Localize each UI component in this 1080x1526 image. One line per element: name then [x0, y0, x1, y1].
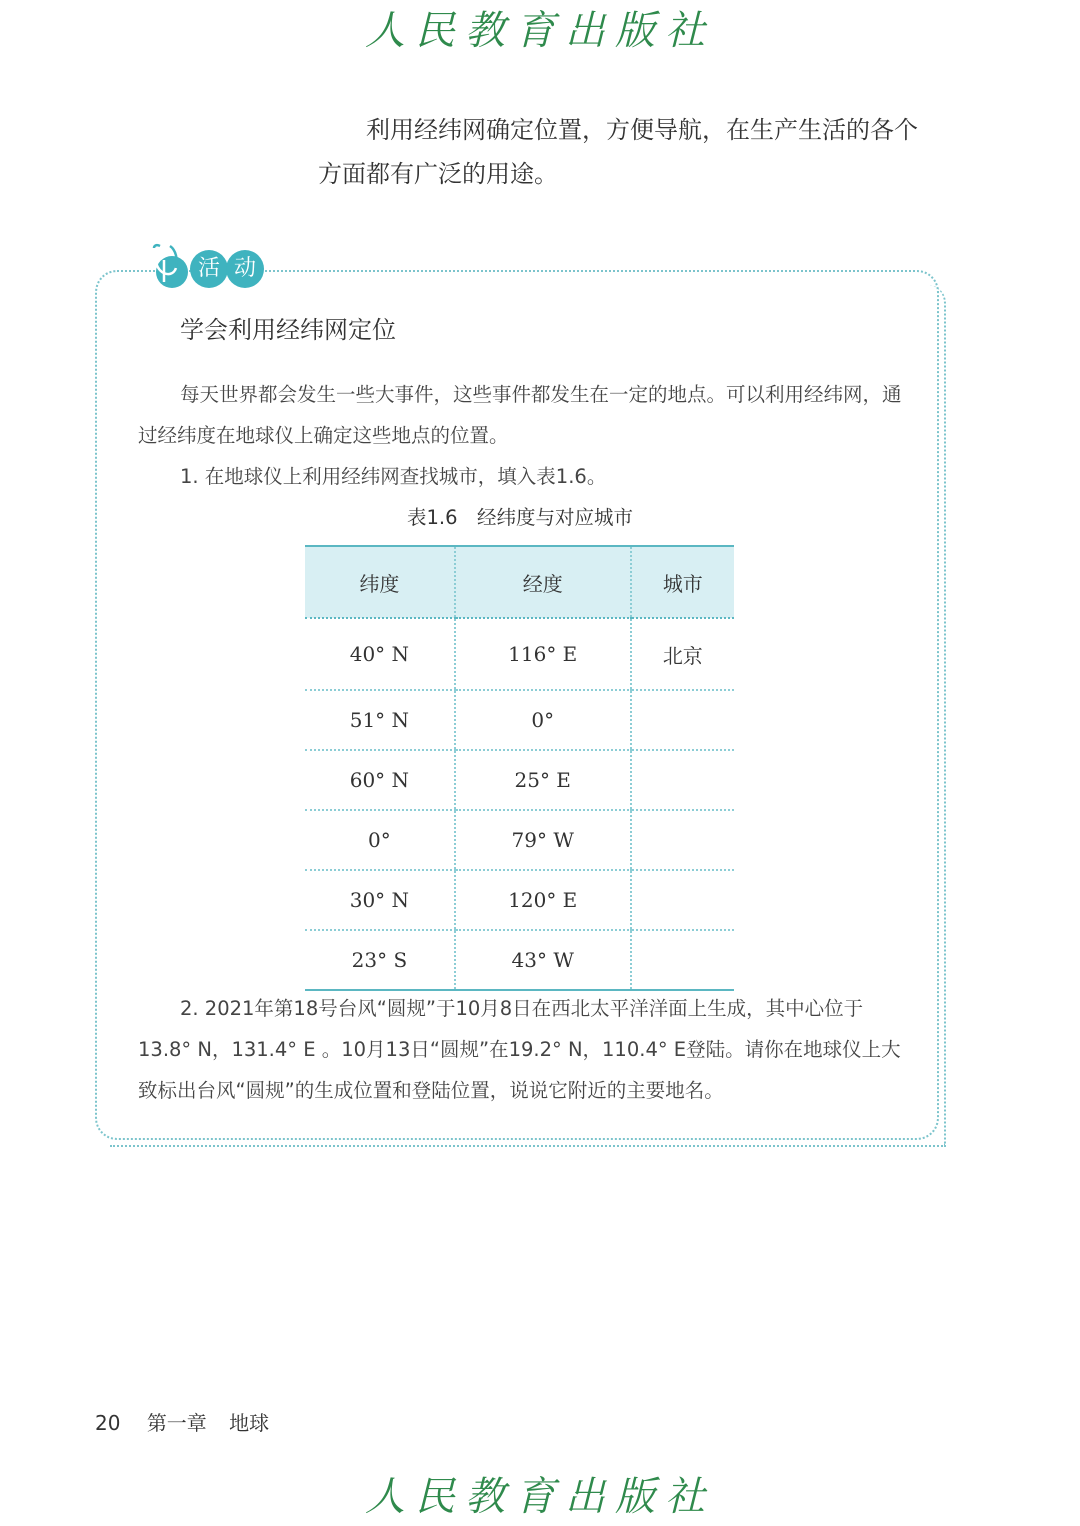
table-row	[305, 810, 734, 870]
activity-title: 学会利用经纬网定位	[180, 316, 396, 344]
publisher-watermark-bottom: 人民教育出版社	[365, 1474, 715, 1520]
activity-paragraph-1	[138, 374, 908, 456]
cell-longitude: 116° E	[455, 618, 631, 690]
cell-latitude: 60° N	[305, 750, 455, 810]
cell-longitude: 79° W	[455, 810, 631, 870]
lat-lon-table	[305, 545, 734, 991]
header-latitude: 纬度	[305, 546, 455, 618]
table-row	[305, 690, 734, 750]
cell-latitude: 51° N	[305, 690, 455, 750]
cell-city	[631, 750, 734, 810]
intro-paragraph	[318, 108, 958, 196]
activity-paragraph-3	[138, 988, 908, 1111]
page-footer	[95, 1408, 269, 1438]
cell-longitude: 120° E	[455, 870, 631, 930]
cell-city	[631, 810, 734, 870]
badge-char-2: 动	[226, 250, 264, 288]
activity-badge	[150, 242, 262, 294]
para1-text: 每天世界都会发生一些大事件，这些事件都发生在一定的地点。可以利用经纬网，通过经纬度在地球仪上确定这些地点的位置。	[138, 383, 902, 447]
cell-city	[631, 930, 734, 990]
chapter-title: 地球	[229, 1411, 270, 1435]
table-row	[305, 618, 734, 690]
cell-latitude: 30° N	[305, 870, 455, 930]
cell-longitude: 43° W	[455, 930, 631, 990]
table-caption: 表1.6 经纬度与对应城市	[406, 506, 633, 529]
cell-city	[631, 690, 734, 750]
stethoscope-icon	[150, 242, 192, 292]
cell-latitude: 40° N	[305, 618, 455, 690]
cell-latitude: 23° S	[305, 930, 455, 990]
page-number: 20	[95, 1411, 121, 1435]
table-row	[305, 870, 734, 930]
cell-city	[631, 870, 734, 930]
intro-line-1: 利用经纬网确定位置，方便导航，在生产生活的各个	[366, 116, 918, 144]
cell-latitude: 0°	[305, 810, 455, 870]
chapter-label: 第一章	[146, 1411, 207, 1435]
table-row	[305, 750, 734, 810]
header-city: 城市	[631, 546, 734, 618]
para2-text: 1. 在地球仪上利用经纬网查找城市，填入表1.6。	[180, 465, 607, 488]
para3-text: 2. 2021年第18号台风“圆规”于10月8日在西北太平洋洋面上生成，其中心位于13.8° N，131.4° E 。10月13日“圆规”在19.2° N，110.4° E登陆。请你在地球仪上大致标出台风“圆规”的生成位置和登陆位置，说说它附近的主要地名。	[138, 997, 901, 1102]
cell-longitude: 0°	[455, 690, 631, 750]
table-row	[305, 930, 734, 990]
cell-longitude: 25° E	[455, 750, 631, 810]
header-longitude: 经度	[455, 546, 631, 618]
cell-city: 北京	[631, 618, 734, 690]
badge-char-1: 活	[190, 250, 228, 288]
intro-line-2: 方面都有广泛的用途。	[318, 160, 558, 188]
publisher-watermark-top: 人民教育出版社	[365, 8, 715, 54]
table-header-row	[305, 546, 734, 618]
activity-paragraph-2	[138, 456, 908, 497]
